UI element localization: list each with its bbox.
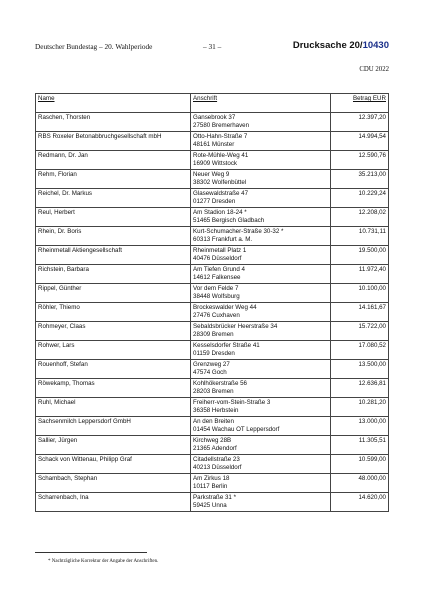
address-city: 38302 Wolfenbüttel [193,178,247,186]
donation-amount: 48.000,00 [331,474,389,493]
address-street: Otto-Hahn-Straße 7 [193,133,248,140]
address-city: 36358 Herbstein [193,406,239,414]
address-city: 01277 Dresden [193,197,236,205]
address-street: Kirchweg 28B [193,437,232,444]
footnote-divider [35,552,147,553]
address-street: Sebaldsbrücker Heerstraße 34 [193,323,278,330]
address-street: Parkstraße 31 * [193,494,236,501]
address-street: Am Stadion 18-24 * [193,209,247,216]
donor-address [191,474,331,493]
donor-name: Reichel, Dr. Markus [36,189,191,208]
donor-address [191,303,331,322]
donor-name: Richstein, Barbara [36,265,191,284]
donation-amount: 19.500,00 [331,246,389,265]
address-city: 01159 Dresden [193,349,235,357]
address-city: 59425 Unna [193,501,227,509]
donation-amount: 10.731,11 [331,227,389,246]
donor-address [191,284,331,303]
donor-address [191,379,331,398]
table-row [36,436,389,455]
donor-address [191,360,331,379]
address-city: 38448 Wolfsburg [193,292,240,300]
address-street: Am Tiefen Grund 4 [193,266,245,273]
donor-name: Schack von Wittenau, Philipp Graf [36,455,191,474]
address-street: Neuer Weg 9 [193,171,230,178]
address-street: Citadellstraße 23 [193,456,240,463]
donor-name: Röwekamp, Thomas [36,379,191,398]
donation-amount: 12.397,20 [331,113,389,132]
donor-address [191,322,331,341]
table-row [36,113,389,132]
donation-amount: 12.590,76 [331,151,389,170]
donation-amount: 13.500,00 [331,360,389,379]
table-row [36,398,389,417]
donor-address [191,151,331,170]
donor-name: Rohwer, Lars [36,341,191,360]
table-row [36,493,389,512]
table-row [36,132,389,151]
address-street: Am Zirkus 18 [193,475,230,482]
donor-name: Rheinmetall Aktiengesellschaft [36,246,191,265]
donor-name: Raschen, Thorsten [36,113,191,132]
address-street: Glasewaldstraße 47 [193,190,249,197]
donation-amount: 13.000,00 [331,417,389,436]
donation-amount: 14.161,67 [331,303,389,322]
donor-name: Rouenhoff, Stefan [36,360,191,379]
donor-name: Ruhl, Michael [36,398,191,417]
address-street: Kohlhökerstraße 56 [193,380,247,387]
table-row [36,265,389,284]
address-street: Brockeswalder Weg 44 [193,304,257,311]
party-label: CDU 2022 [359,66,389,73]
address-street: Vor dem Felde 7 [193,285,239,292]
donor-address [191,341,331,360]
column-header-name: Name [36,94,191,113]
address-street: Rheinmetall Platz 1 [193,247,247,254]
table-row [36,379,389,398]
table-row [36,208,389,227]
donor-address [191,132,331,151]
address-city: 47574 Goch [193,368,227,376]
donation-amount: 12.208,02 [331,208,389,227]
parliament-label: Deutscher Bundestag – 20. Wahlperiode [35,42,153,51]
address-city: 27580 Bremerhaven [193,121,250,129]
address-city: 21365 Adendorf [193,444,237,452]
donation-amount: 17.080,52 [331,341,389,360]
address-city: 60313 Frankfurt a. M. [193,235,253,243]
donor-address [191,227,331,246]
address-city: 01454 Wachau OT Leppersdorf [193,425,280,433]
donation-amount: 14.620,00 [331,493,389,512]
donor-name: Rohmeyer, Claas [36,322,191,341]
table-header-row [36,94,389,113]
donor-address [191,493,331,512]
donor-address [191,455,331,474]
address-street: Rote-Mühle-Weg 41 [193,152,249,159]
address-city: 28203 Bremen [193,387,234,395]
column-header-address: Anschrift [191,94,331,113]
donation-amount: 10.599,00 [331,455,389,474]
table-row [36,151,389,170]
donor-name: Rehm, Florian [36,170,191,189]
donor-name: RBS Roxeler Betonabbruchgesellschaft mbH [36,132,191,151]
donation-amount: 14.994,54 [331,132,389,151]
page-number: – 31 – [203,42,222,51]
address-city: 10117 Berlin [193,482,228,490]
table-row [36,455,389,474]
footnote: * Nachträgliche Korrektur der Angabe der Anschriften. [48,559,159,564]
address-city: 27476 Cuxhaven [193,311,240,319]
donation-amount: 10.229,24 [331,189,389,208]
donor-name: Rhein, Dr. Boris [36,227,191,246]
donor-name: Röhler, Thiemo [36,303,191,322]
donor-address [191,265,331,284]
table-row [36,322,389,341]
donor-address [191,189,331,208]
doc-number: 10430 [362,40,389,51]
donor-name: Scharrenbach, Ina [36,493,191,512]
donor-address [191,417,331,436]
table-row [36,341,389,360]
address-street: Gansebrook 37 [193,114,236,121]
table-row [36,474,389,493]
address-city: 51465 Bergisch Gladbach [193,216,265,224]
address-city: 48161 Münster [193,140,235,148]
donation-amount: 11.972,40 [331,265,389,284]
donations-table [35,93,389,512]
table-row [36,170,389,189]
page-header [35,40,389,54]
donor-name: Sachsenmilch Leppersdorf GmbH [36,417,191,436]
donation-amount: 15.722,00 [331,322,389,341]
donor-name: Rippel, Günther [36,284,191,303]
address-street: Kurt-Schumacher-Straße 30-32 * [193,228,284,235]
table-row [36,227,389,246]
table-row [36,284,389,303]
address-street: Grenzweg 27 [193,361,230,368]
donation-amount: 35.213,00 [331,170,389,189]
donor-address [191,246,331,265]
address-street: An den Breiten [193,418,234,425]
donor-address [191,170,331,189]
table-row [36,360,389,379]
table-row [36,189,389,208]
table-row [36,246,389,265]
donor-name: Redmann, Dr. Jan [36,151,191,170]
donation-amount: 11.305,51 [331,436,389,455]
address-city: 28309 Bremen [193,330,234,338]
donor-address [191,113,331,132]
document-number [293,40,389,51]
doc-label: Drucksache 20/ [292,40,363,51]
table-row [36,417,389,436]
donor-name: Reul, Herbert [36,208,191,227]
table-row [36,303,389,322]
column-header-amount: Betrag EUR [331,94,389,113]
donor-address [191,208,331,227]
address-city: 16909 Wittstock [193,159,238,167]
donor-name: Sallier, Jürgen [36,436,191,455]
donation-amount: 12.636,81 [331,379,389,398]
donor-name: Schambach, Stephan [36,474,191,493]
donation-amount: 10.100,00 [331,284,389,303]
address-city: 40213 Düsseldorf [193,463,242,471]
donation-amount: 10.281,20 [331,398,389,417]
address-city: 40476 Düsseldorf [193,254,242,262]
address-street: Freiherr-vom-Stein-Straße 3 [193,399,271,406]
donor-address [191,398,331,417]
address-street: Kesselsdorfer Straße 41 [193,342,260,349]
donor-address [191,436,331,455]
address-city: 14612 Falkensee [193,273,241,281]
table-body [36,113,389,512]
